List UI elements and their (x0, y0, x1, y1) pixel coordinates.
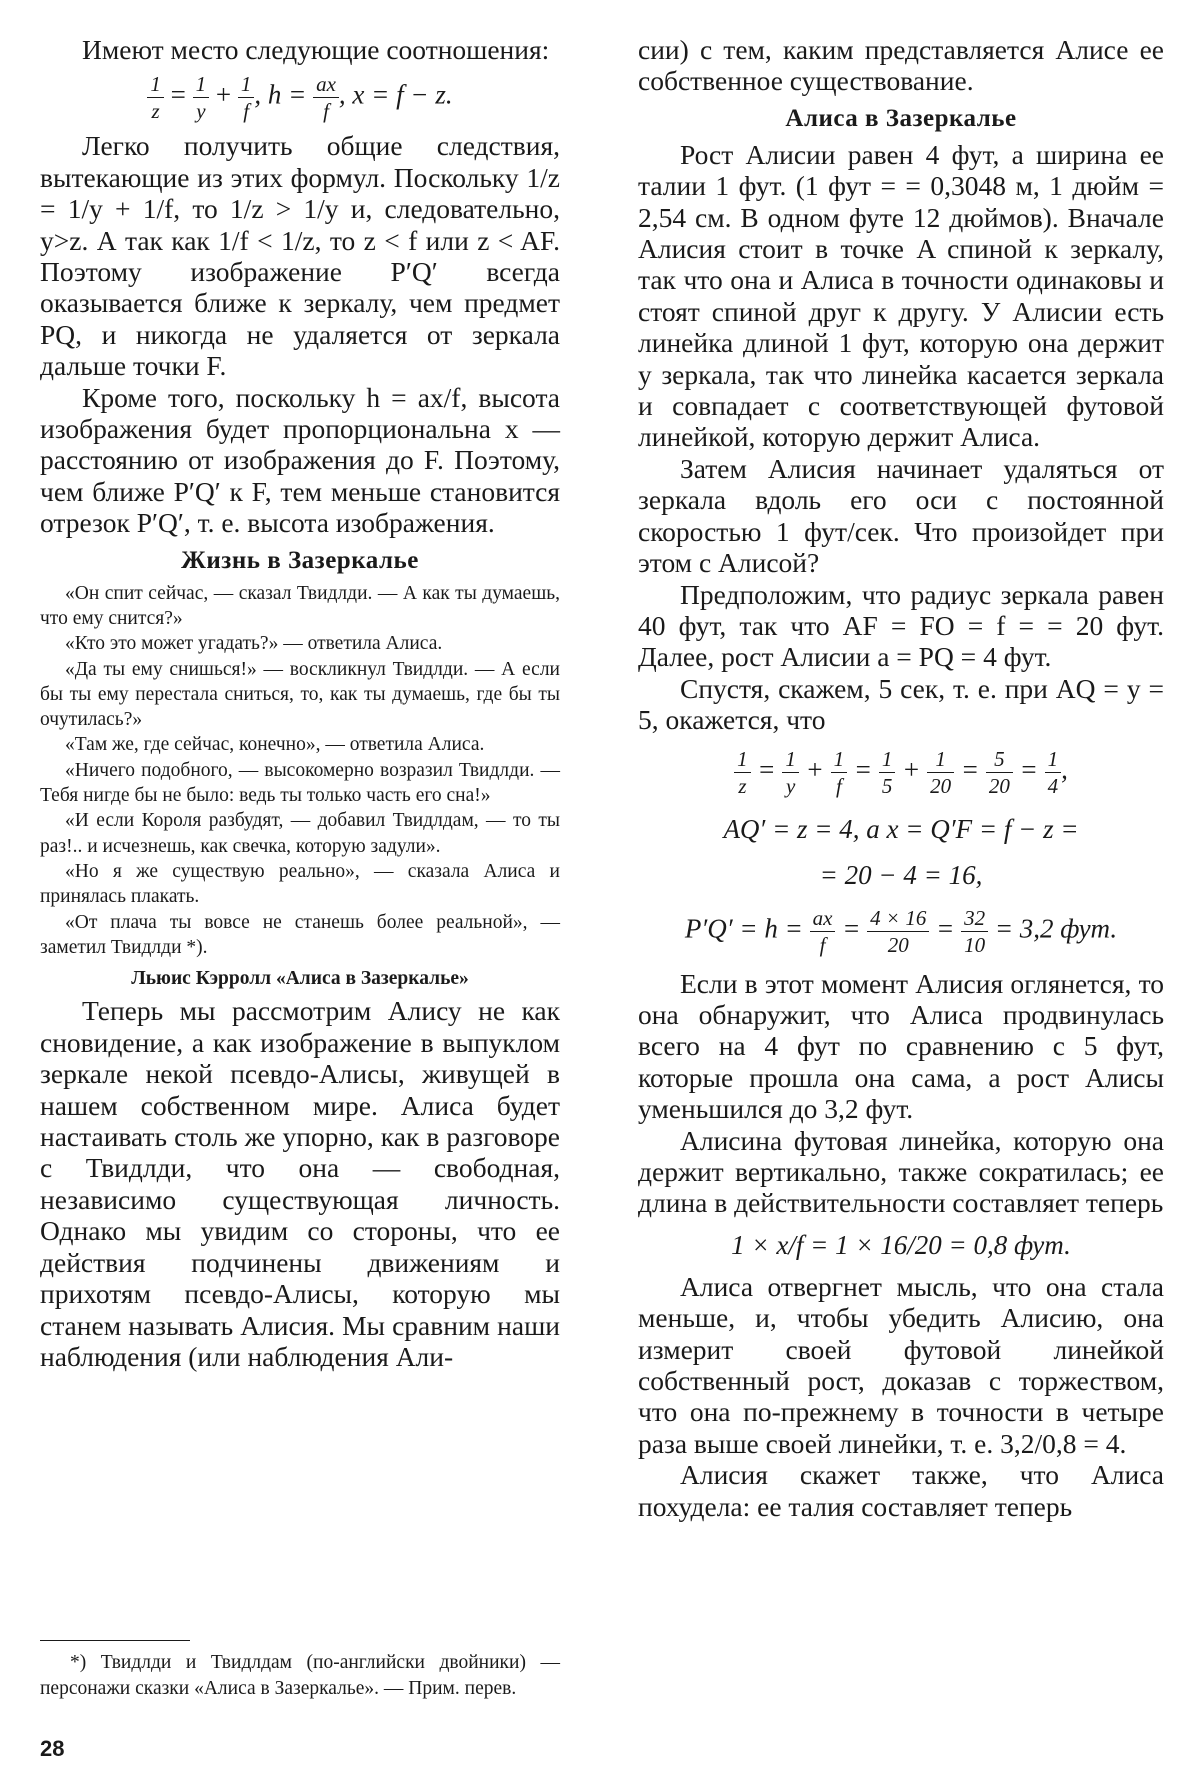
epigraph-line: «От плача ты вовсе не станешь более реальной», — заметил Твидлди *). (40, 911, 560, 958)
fraction: $\frac{1}{f}$ (238, 71, 255, 124)
formula-lens: $\frac{1}{z}$ = $\frac{1}{y}$ + $\frac{1}{f}$ , h = $\frac{ax}{f}$ , x = f − z. (40, 71, 560, 124)
paragraph: Алисина футовая линейка, которую она держит вертикально, также сократилась; ее длина в действительности составляет теперь (638, 1124, 1164, 1219)
fraction: $\frac{1}{y}$ (193, 71, 210, 124)
paragraph: Предположим, что радиус зеркала равен 40 фут, так что AF = FO = f = = 20 фут. Далее, рост Алисии a = PQ = 4 фут. (638, 578, 1164, 673)
formula-x: = 20 − 4 = 16, (819, 859, 983, 890)
right-column (638, 34, 1164, 1522)
formula-height: P′Q′ = h = $\frac{ax}{f}$ = $\frac{4 \times 16}{20}$ = $\frac{32}{10}$ = 3,2 фут. (684, 905, 1118, 957)
fraction: $\frac{ax}{f}$ (810, 905, 836, 958)
left-column (40, 34, 560, 1372)
fraction: $\frac{32}{10}$ (961, 905, 988, 958)
section-heading: Алиса в Зазеркалье (785, 104, 1017, 132)
footnote-divider (40, 1640, 190, 1641)
epigraph-line: «Там же, где сейчас, конечно», — ответила Алиса. (65, 734, 485, 756)
fraction: $\frac{1}{4}$ (1045, 746, 1062, 799)
paragraph: Спустя, скажем, 5 сек, т. е. при AQ = y = 5, окажется, что (638, 672, 1164, 736)
fraction: $\frac{1}{z}$ (147, 71, 164, 124)
epigraph (40, 581, 560, 992)
epigraph-line: «Он спит сейчас, — сказал Твидлди. — А как ты думаешь, что ему снится?» (40, 582, 560, 629)
paragraph: Рост Алисии равен 4 фут, а ширина ее талии 1 фут. (1 фут = = 0,3048 м, 1 дюйм = 2,54 см. В одном футе 12 дюймов). Вначале Алисия стоит в точке A спиной к зеркалу, так что она и Алиса в точности одинаковы и стоят спиной друг к другу. У Алисии есть линейка длиной 1 фут, которую она держит у зеркала, так что линейка касается зеркала и совпадает с соответствующей футовой линейкой, которую держит Алиса. (638, 138, 1164, 453)
paragraph: сии) с тем, каким представляется Алисе ее собственное существование. (638, 34, 1164, 97)
formula-reciprocals: $\frac{1}{z}$ = $\frac{1}{y}$ + $\frac{1}{f}$ = $\frac{1}{5}$ + $\frac{1}{20}$ = $\frac{5}{20}$ = $\frac{1}{4}$ , (638, 746, 1164, 799)
paragraph: Алиса отвергнет мысль, что она стала меньше, и, чтобы убедить Алисию, она измерит своей футовой линейкой собственный рост, доказав с торжеством, что она по-прежнему в точности в четыре раза выше своей линейки, т. е. 3,2/0,8 = 4. (638, 1270, 1164, 1459)
section-heading: Жизнь в Зазеркалье (181, 546, 419, 574)
fraction: $\frac{5}{20}$ (986, 746, 1013, 799)
fraction: $\frac{1}{20}$ (927, 746, 954, 799)
epigraph-line: «Но я же существую реально», — сказала Алиса и принялась плакать. (40, 860, 560, 908)
fraction: $\frac{1}{f}$ (831, 746, 848, 799)
page-number: 28 (40, 1736, 65, 1761)
paragraph: Теперь мы рассмотрим Алису не как сновидение, а как изображение в выпуклом зеркале некой псевдо-Алисы, живущей в нашем собственном мире. Алиса будет настаивать столь же упорно, как в разговоре с Твидлди, что она — свободная, независимо существующая личность. Однако мы увидим со стороны, что ее действия подчинены движениям и прихотям псевдо-Алисы, которую мы станем называть Алисия. Мы сравним наши наблюдения (или наблюдения Али- (40, 995, 560, 1372)
footnote-text: *) Твидлди и Твидлдам (по-английски двойники) — персонажи сказки «Алиса в Зазеркалье». — Прим. перев. (40, 1652, 560, 1699)
epigraph-source: Льюис Кэрролл «Алиса в Зазеркалье» (131, 968, 469, 990)
epigraph-line: «И если Короля разбудят, — добавил Твидлдам, — то ты раз!.. и исчезнешь, как свечка, которую задули». (40, 810, 560, 857)
formula-aq: AQ′ = z = 4, а x = Q′F = f − z = (723, 813, 1079, 844)
fraction: $\frac{1}{z}$ (734, 746, 751, 799)
footnote (40, 1650, 560, 1702)
paragraph: Имеют место следующие соотношения: (82, 34, 550, 65)
fraction: $\frac{1}{5}$ (879, 746, 896, 799)
paragraph: Легко получить общие следствия, вытекающие из этих формул. Поскольку 1/z = 1/y + 1/f, то 1/z > 1/y и, следовательно, y>z. А так как 1/f < 1/z, то z < f или z < AF. Поэтому изображение P′Q′ всегда оказывается ближе к зеркалу, чем предмет PQ, и никогда не удаляется от зеркала дальше точки F. (40, 130, 560, 382)
fraction: $\frac{1}{y}$ (782, 746, 799, 799)
paragraph: Алисия скажет также, что Алиса похудела: ее талия составляет теперь (638, 1459, 1164, 1522)
epigraph-line: «Кто это может угадать?» — ответила Алиса. (65, 633, 443, 655)
paragraph: Затем Алисия начинает удаляться от зеркала вдоль его оси с постоянной скоростью 1 фут/сек. Что произойдет при этом с Алисой? (638, 452, 1164, 579)
fraction: $\frac{4 \times 16}{20}$ (867, 905, 929, 958)
epigraph-line: «Ничего подобного, — высокомерно возразил Твидлди. — Тебя нигде бы не было: ведь ты только часть его сна!» (40, 759, 560, 807)
paragraph: Если в этот момент Алисия оглянется, то она обнаружит, что Алиса продвинулась всего на 4 фут по сравнению с 5 фут, которые прошла она сама, а рост Алисы уменьшился до 3,2 фут. (638, 967, 1164, 1125)
fraction: $\frac{ax}{f}$ (313, 71, 339, 124)
epigraph-line: «Да ты ему снишься!» — воскликнул Твидлди. — А если бы ты ему перестала сниться, то, как ты думаешь, где бы ты очутилась?» (40, 658, 560, 731)
formula-ruler: 1 × x/f = 1 × 16/20 = 0,8 фут. (731, 1229, 1071, 1260)
paragraph: Кроме того, поскольку h = ax/f, высота изображения будет пропорциональна x — расстоянию от изображения до F. Поэтому, чем ближе P′Q′ к F, тем меньше становится отрезок P′Q′, т. е. высота изображения. (40, 381, 560, 539)
